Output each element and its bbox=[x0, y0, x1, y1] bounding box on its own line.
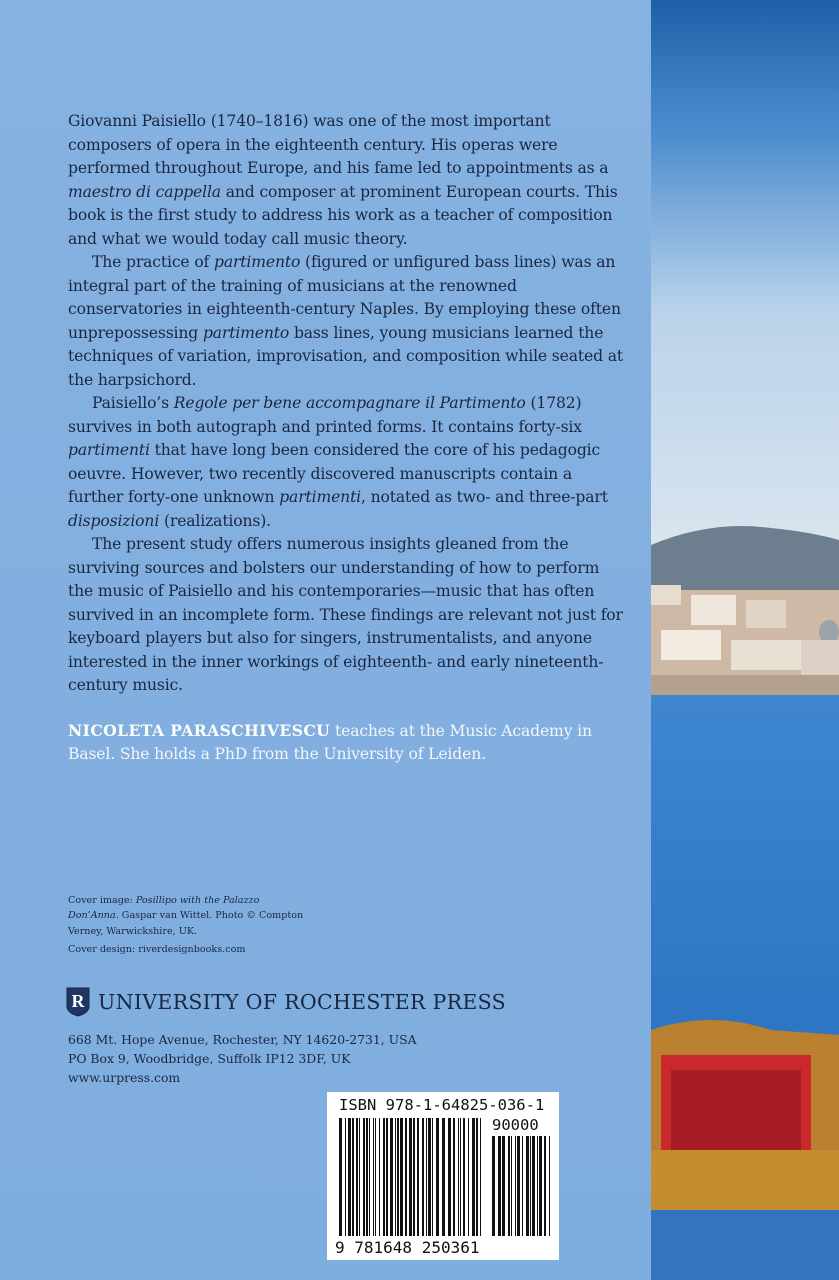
italic-term: partimenti bbox=[279, 488, 362, 506]
barcode-bar bbox=[409, 1118, 412, 1236]
barcode-bar bbox=[476, 1118, 478, 1236]
barcode-bar bbox=[395, 1118, 396, 1236]
cover-image-credit bbox=[68, 893, 308, 939]
barcode-bar bbox=[363, 1118, 365, 1236]
text-run: Giovanni Paisiello (1740–1816) was one of the most important composers of opera in the eighteenth century. His operas were performed throughout Europe, and his fame led to appointments as a bbox=[68, 112, 609, 177]
barcode-bar bbox=[379, 1118, 380, 1236]
italic-term: maestro di cappella bbox=[68, 182, 221, 201]
text-run: The present study offers numerous insights gleaned from the surviving sources and bolsters our understanding of how to perform the music of Paisiello and his contemporaries—music that has often survived in an incomplete form. These findings are relevant not just for keyboard players but also for singers, instrumentalists, and anyone interested in the inner workings of eighteenth- and early nineteenth-century music. bbox=[68, 535, 623, 694]
text-run: The practice of bbox=[92, 253, 214, 271]
text-run: (1782) survives in both autograph and printed forms. It contains forty-six bbox=[68, 394, 582, 436]
publisher-address bbox=[68, 1030, 417, 1087]
credit-prefix: Cover image: bbox=[68, 895, 136, 906]
barcode-bar bbox=[345, 1118, 346, 1236]
barcode-bar bbox=[522, 1136, 523, 1236]
barcode-bar bbox=[426, 1118, 427, 1236]
barcode-bar bbox=[383, 1118, 385, 1236]
author-bio-text: teaches at the Music Academy in Basel. She holds a PhD from the University of Leiden. bbox=[68, 721, 592, 763]
text-run: (figured or unfigured bass lines) was an integral part of the training of musicians at the renowned conservatories in eighteenth-century Naples. By employing these often unprepossessing bbox=[68, 253, 621, 342]
publisher-name: UNIVERSITY OF ROCHESTER PRESS bbox=[98, 990, 506, 1014]
description-paragraph-4 bbox=[68, 533, 628, 698]
italic-term: partimento bbox=[214, 253, 301, 271]
barcode-bar bbox=[453, 1118, 455, 1236]
publisher-website[interactable]: www.urpress.com bbox=[68, 1070, 181, 1085]
barcode-bar bbox=[405, 1118, 407, 1236]
cover-painting bbox=[651, 0, 839, 1280]
barcode-bar bbox=[442, 1118, 445, 1236]
barcode-bar bbox=[373, 1118, 374, 1236]
barcode-bar bbox=[369, 1118, 370, 1236]
author-name: NICOLETA PARASCHIVESCU bbox=[68, 720, 331, 740]
barcode-bar bbox=[544, 1136, 546, 1236]
barcode-bar bbox=[400, 1118, 403, 1236]
credit-title: Posillipo with the Palazzo Don’Anna bbox=[68, 895, 260, 922]
barcode-bar bbox=[502, 1136, 505, 1236]
isbn-number: ISBN 978-1-64825-036-1 bbox=[339, 1096, 545, 1114]
barcode-bar bbox=[517, 1136, 520, 1236]
barcode-bar bbox=[436, 1118, 439, 1236]
publisher-logo-letter: R bbox=[71, 991, 85, 1011]
italic-term: disposizioni bbox=[68, 511, 160, 530]
barcode-bar bbox=[492, 1136, 495, 1236]
credit-suffix: . Gaspar van Wittel. Photo © Compton Verney, Warwickshire, UK. bbox=[68, 910, 304, 937]
ean-digits: 9 781648 250361 bbox=[335, 1238, 480, 1257]
barcode-bar bbox=[422, 1118, 424, 1236]
barcode-bar bbox=[468, 1118, 469, 1236]
description-paragraph-3 bbox=[68, 392, 628, 533]
italic-term: Regole per bene accompagnare il Partimento bbox=[173, 394, 526, 412]
barcode-bar bbox=[480, 1118, 481, 1236]
addon-barcode-bars bbox=[492, 1136, 550, 1236]
text-run: Paisiello’s bbox=[92, 394, 174, 412]
author-bio bbox=[68, 719, 628, 767]
barcode-bar bbox=[375, 1118, 376, 1236]
address-line-1: 668 Mt. Hope Avenue, Rochester, NY 14620-2731, USA bbox=[68, 1032, 417, 1047]
isbn-barcode bbox=[327, 1092, 559, 1260]
text-run: that have long been considered the core of his pedagogic oeuvre. However, two recently discovered manuscripts contain a further forty-one unknown bbox=[68, 441, 601, 506]
price-code: 90000 bbox=[492, 1116, 539, 1134]
barcode-bar bbox=[348, 1118, 351, 1236]
barcode-bar bbox=[448, 1118, 451, 1236]
publisher bbox=[66, 987, 506, 1017]
barcode-bar bbox=[460, 1118, 461, 1236]
text-run: (realizations). bbox=[159, 511, 271, 530]
barcode-bar bbox=[472, 1118, 475, 1236]
barcode-bar bbox=[366, 1118, 368, 1236]
barcode-bar bbox=[432, 1118, 433, 1236]
barcode-bar bbox=[356, 1118, 358, 1236]
barcode-bar bbox=[539, 1136, 542, 1236]
description-paragraph-1 bbox=[68, 110, 628, 251]
italic-term: partimento bbox=[202, 323, 290, 342]
text-run: bass lines, young musicians learned the techniques of variation, improvisation, and composition while seated at the harpsichord. bbox=[68, 323, 623, 389]
barcode-bar bbox=[390, 1118, 393, 1236]
text-run: , notated as two- and three-part bbox=[361, 488, 608, 506]
barcode-bar bbox=[359, 1118, 360, 1236]
italic-term: partimenti bbox=[68, 441, 150, 459]
barcode-bar bbox=[549, 1136, 550, 1236]
barcode-bar bbox=[498, 1136, 501, 1236]
barcode-bar bbox=[386, 1118, 388, 1236]
description-paragraph-2 bbox=[68, 251, 628, 392]
barcode-bar bbox=[458, 1118, 459, 1236]
barcode-bar bbox=[537, 1136, 538, 1236]
cover-design-credit: Cover design: riverdesignbooks.com bbox=[68, 944, 246, 956]
barcode-bar bbox=[428, 1118, 431, 1236]
cover-credits bbox=[68, 893, 308, 958]
barcode-bar bbox=[532, 1136, 535, 1236]
barcode-bar bbox=[526, 1136, 529, 1236]
barcode-bar bbox=[352, 1118, 354, 1236]
barcode-bar bbox=[511, 1136, 512, 1236]
barcode-bar bbox=[530, 1136, 531, 1236]
book-description bbox=[68, 110, 628, 767]
text-run: and composer at prominent European courts. This book is the first study to address his work as a teacher of composition and what we would today call music theory. bbox=[68, 182, 618, 248]
barcode-bar bbox=[508, 1136, 510, 1236]
barcode-bar bbox=[463, 1118, 465, 1236]
barcode-bar bbox=[417, 1118, 419, 1236]
ean-barcode-bars bbox=[339, 1118, 484, 1236]
address-line-2: PO Box 9, Woodbridge, Suffolk IP12 3DF, UK bbox=[68, 1051, 351, 1066]
publisher-logo-icon bbox=[66, 987, 90, 1017]
barcode-bar bbox=[413, 1118, 415, 1236]
barcode-bar bbox=[515, 1136, 516, 1236]
barcode-bar bbox=[339, 1118, 342, 1236]
barcode-bar bbox=[397, 1118, 399, 1236]
